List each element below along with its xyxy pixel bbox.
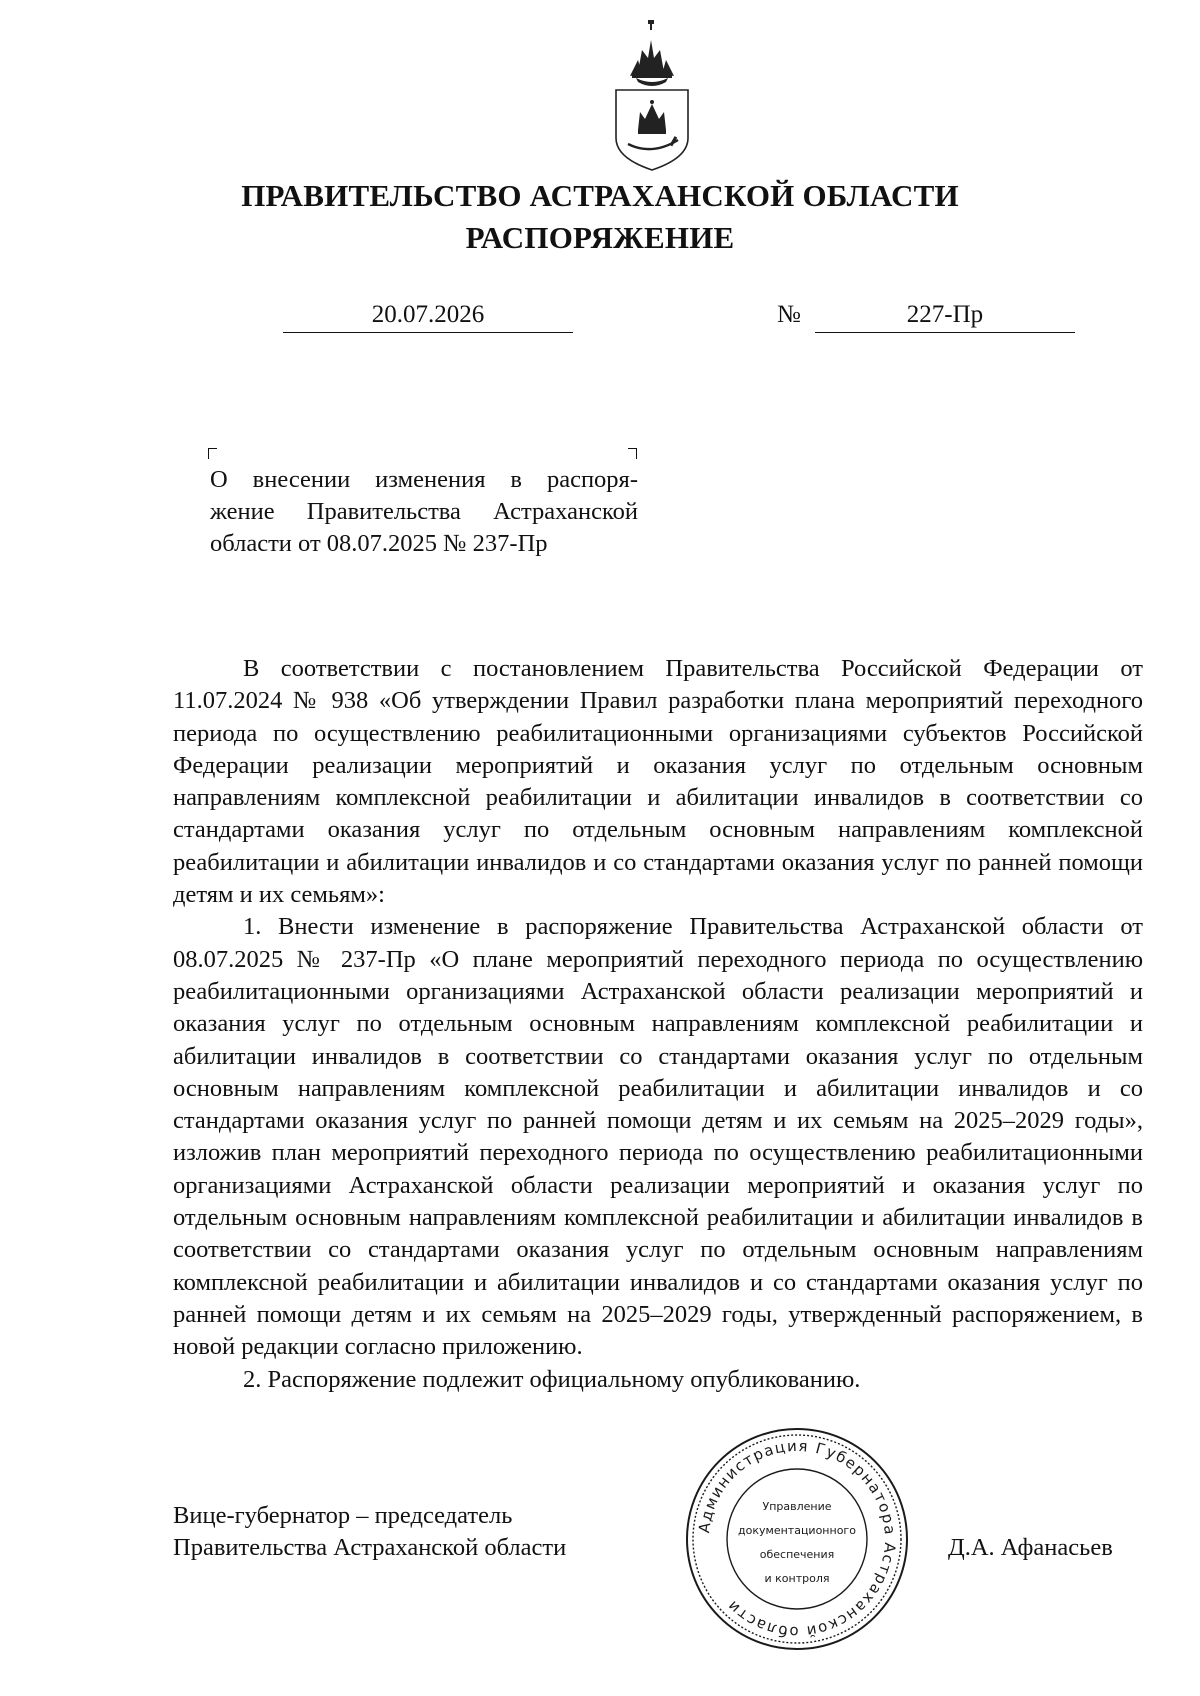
document-type-title: РАСПОРЯЖЕНИЕ [465, 220, 735, 255]
stamp-outer-text: Администрация Губернатора Астраханской области [695, 1436, 900, 1642]
signer-position [173, 1500, 566, 1564]
document-date: 20.07.2026 [283, 298, 573, 333]
document-number: 227-Пр [815, 298, 1075, 333]
document-body [173, 653, 1143, 1396]
subject-bracket-left [208, 448, 217, 459]
stamp-inner-line: обеспечения [759, 1548, 835, 1561]
subject-line: области от 08.07.2025 № 237-Пр [210, 530, 548, 557]
stamp-inner-line: Управление [762, 1500, 832, 1513]
signer-position-line: Вице-губернатор – председатель [173, 1502, 513, 1529]
svg-text:Администрация Губернатора Астр [695, 1437, 899, 1641]
signer-position-line: Правительства Астраханской области [173, 1534, 567, 1561]
subject-line: О внесении изменения в распоря- [210, 466, 638, 493]
preamble-paragraph: В соответствии с постановлением Правительства Российской Федерации от 11.07.2024 № 938 «Об утверждении Правил разработки плана мероприятий переходного периода по осуществлению реабилитационными организациями субъектов Российской Федерации реализации мероприятий и оказания услуг по отдельным основным направлениям комплексной реабилитации и абилитации инвалидов в соответствии со стандартами оказания услуг по отдельным основным направлениям комплексной реабилитации и абилитации инвалидов и со стандартами оказания услуг по ранней помощи детям и их семьям»: [173, 655, 1143, 909]
official-stamp [684, 1426, 910, 1652]
government-title: ПРАВИТЕЛЬСТВО АСТРАХАНСКОЙ ОБЛАСТИ [241, 178, 959, 213]
subject-bracket-right [628, 448, 637, 459]
document-subject [210, 464, 638, 560]
number-sign: № [777, 301, 801, 328]
stamp-inner-line: и контроля [764, 1572, 830, 1585]
signer-name: Д.А. Афанасьев [948, 1534, 1113, 1561]
coat-of-arms-icon [608, 20, 696, 172]
clause-1-paragraph: 1. Внести изменение в распоряжение Правительства Астраханской области от 08.07.2025 № 237-Пр «О плане мероприятий переходного периода по осуществлению реабилитационными организациями Астраханской области реализации мероприятий и оказания услуг по отдельным основным направлениям комплексной реабилитации и абилитации инвалидов в соответствии со стандартами оказания услуг по отдельным основным направлениям комплексной реабилитации и абилитации инвалидов и со стандартами оказания услуг по ранней помощи детям и их семьям на 2025–2029 годы», изложив план мероприятий переходного периода по осуществлению реабилитационными организациями Астраханской области реализации мероприятий и оказания услуг по отдельным основным направлениям комплексной реабилитации и абилитации инвалидов в соответствии со стандартами оказания услуг по отдельным основным направлениям комплексной реабилитации и абилитации инвалидов и со стандартами оказания услуг по ранней помощи детям и их семьям на 2025–2029 годы, утвержденный распоряжением, в новой редакции согласно приложению. [173, 913, 1143, 1361]
clause-2-paragraph: 2. Распоряжение подлежит официальному опубликованию. [243, 1365, 861, 1393]
subject-line: жение Правительства Астраханской [210, 498, 638, 525]
stamp-inner-line: документационного [738, 1524, 856, 1537]
